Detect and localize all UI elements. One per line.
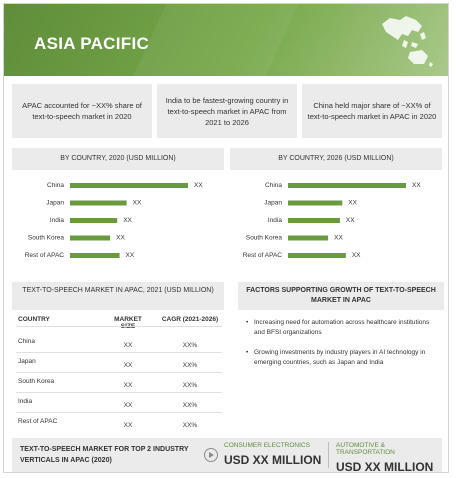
vertical-label: CONSUMER ELECTRONICS (224, 442, 310, 449)
table-cell-cagr: XX% (182, 342, 198, 349)
chart-2026-plot (230, 174, 442, 272)
play-arrow-icon (204, 448, 218, 462)
table-cell-cagr: XX% (182, 362, 198, 369)
footer-divider (328, 442, 329, 468)
bullet-icon: • (246, 349, 249, 356)
header-decoration (126, 4, 302, 76)
category-tick-label: Rest of APAC (24, 252, 64, 260)
table-divider (16, 326, 222, 327)
table-cell-country: China (18, 338, 35, 345)
category-tick-label: China (47, 182, 64, 190)
table-cell-country: Japan (18, 358, 36, 365)
vertical-value: USD XX MILLION (336, 460, 434, 474)
category-tick-label: Rest of APAC (242, 252, 282, 260)
footer-title: TEXT-TO-SPEECH MARKET FOR TOP 2 INDUSTRY VERTICALS IN APAC (2020) (20, 446, 189, 464)
chart-2020 (12, 148, 224, 273)
factor-item (246, 318, 438, 338)
column-header-market-size: MARKET (114, 316, 142, 323)
table-cell-cagr: XX% (182, 422, 198, 429)
bullet-icon: • (246, 319, 249, 326)
category-tick-label: Japan (264, 199, 282, 207)
category-tick-label: South Korea (245, 234, 282, 242)
table-cell-market-size: XX (123, 382, 133, 389)
vertical-automotive-transportation (336, 442, 442, 474)
bar (70, 253, 120, 258)
header-banner (4, 4, 448, 76)
bar (288, 253, 346, 258)
bar-data-label: XX (123, 217, 132, 225)
column-header-country: COUNTRY (18, 316, 50, 323)
table-cell-country: Rest of APAC (18, 418, 58, 425)
page-title: ASIA PACIFIC (34, 34, 150, 53)
bar-data-label: XX (132, 199, 142, 207)
bar (288, 201, 342, 206)
bar-data-label: XX (412, 182, 421, 190)
chart-2020-title: BY COUNTRY, 2020 (USD MILLION) (12, 148, 224, 170)
vertical-label: AUTOMOTIVE & TRANSPORTATION (336, 442, 395, 456)
bar-data-label: XX (345, 217, 355, 225)
table-cell-market-size: XX (123, 402, 133, 409)
factor-text: Increasing need for automation across healthcare institutions and BFSI organizations (254, 319, 430, 336)
category-tick-label: China (265, 182, 282, 190)
factor-item (246, 348, 438, 368)
growth-factors (238, 282, 444, 432)
bar-data-label: XX (348, 199, 357, 207)
table-divider (16, 392, 222, 393)
industry-verticals-footer (12, 438, 442, 472)
bar (288, 183, 406, 188)
table-divider (16, 352, 222, 353)
bar (70, 218, 117, 223)
bar (288, 236, 328, 241)
bar (70, 236, 110, 241)
bar-data-label: XX (125, 252, 135, 260)
table-cell-market-size: XX (123, 342, 133, 349)
category-tick-label: Japan (46, 199, 64, 207)
table-divider (16, 372, 222, 373)
table-divider (16, 412, 222, 413)
bar-data-label: XX (116, 234, 125, 242)
bar (70, 201, 127, 206)
vertical-value: USD XX MILLION (224, 453, 322, 467)
chart-2026-title: BY COUNTRY, 2026 (USD MILLION) (230, 148, 442, 170)
column-header-cagr: CAGR (2021-2026) (161, 316, 219, 323)
chart-2020-plot (12, 174, 224, 272)
category-tick-label: India (267, 217, 282, 225)
asia-pacific-map-icon (376, 12, 436, 68)
vertical-consumer-electronics (224, 442, 321, 470)
table-cell-market-size: XX (123, 362, 133, 369)
bar (70, 183, 188, 188)
fact-china-share: China held major share of ~XX% of text-to-speech market in APAC in 2020 (302, 84, 442, 138)
table-cell-cagr: XX% (182, 402, 198, 409)
category-tick-label: South Korea (27, 234, 64, 242)
table-cell-country: India (18, 398, 33, 405)
growth-factors-title: FACTORS SUPPORTING GROWTH OF TEXT-TO-SPEECH MARKET IN APAC (238, 282, 444, 310)
factor-text: Growing investments by industry players in AI technology in emerging countries, such as Japan and India (254, 349, 426, 366)
bar (288, 218, 340, 223)
bar-data-label: XX (194, 182, 203, 190)
category-tick-label: India (49, 217, 64, 225)
table-cell-market-size: XX (123, 422, 133, 429)
key-facts (12, 84, 442, 138)
bar-data-label: XX (351, 252, 361, 260)
market-table (12, 282, 224, 432)
fact-india-growth: India to be fastest-growing country in text-to-speech market in APAC from 2021 to 2026 (157, 84, 297, 138)
chart-2026 (230, 148, 442, 273)
bar-data-label: XX (334, 234, 343, 242)
table-cell-country: South Korea (18, 378, 55, 385)
market-table-title: TEXT-TO-SPEECH MARKET IN APAC, 2021 (USD MILLION) (12, 282, 224, 310)
fact-apac-share: APAC accounted for ~XX% share of text-to-speech market in 2020 (12, 84, 152, 138)
infographic-frame (3, 3, 449, 473)
table-cell-cagr: XX% (182, 382, 198, 389)
